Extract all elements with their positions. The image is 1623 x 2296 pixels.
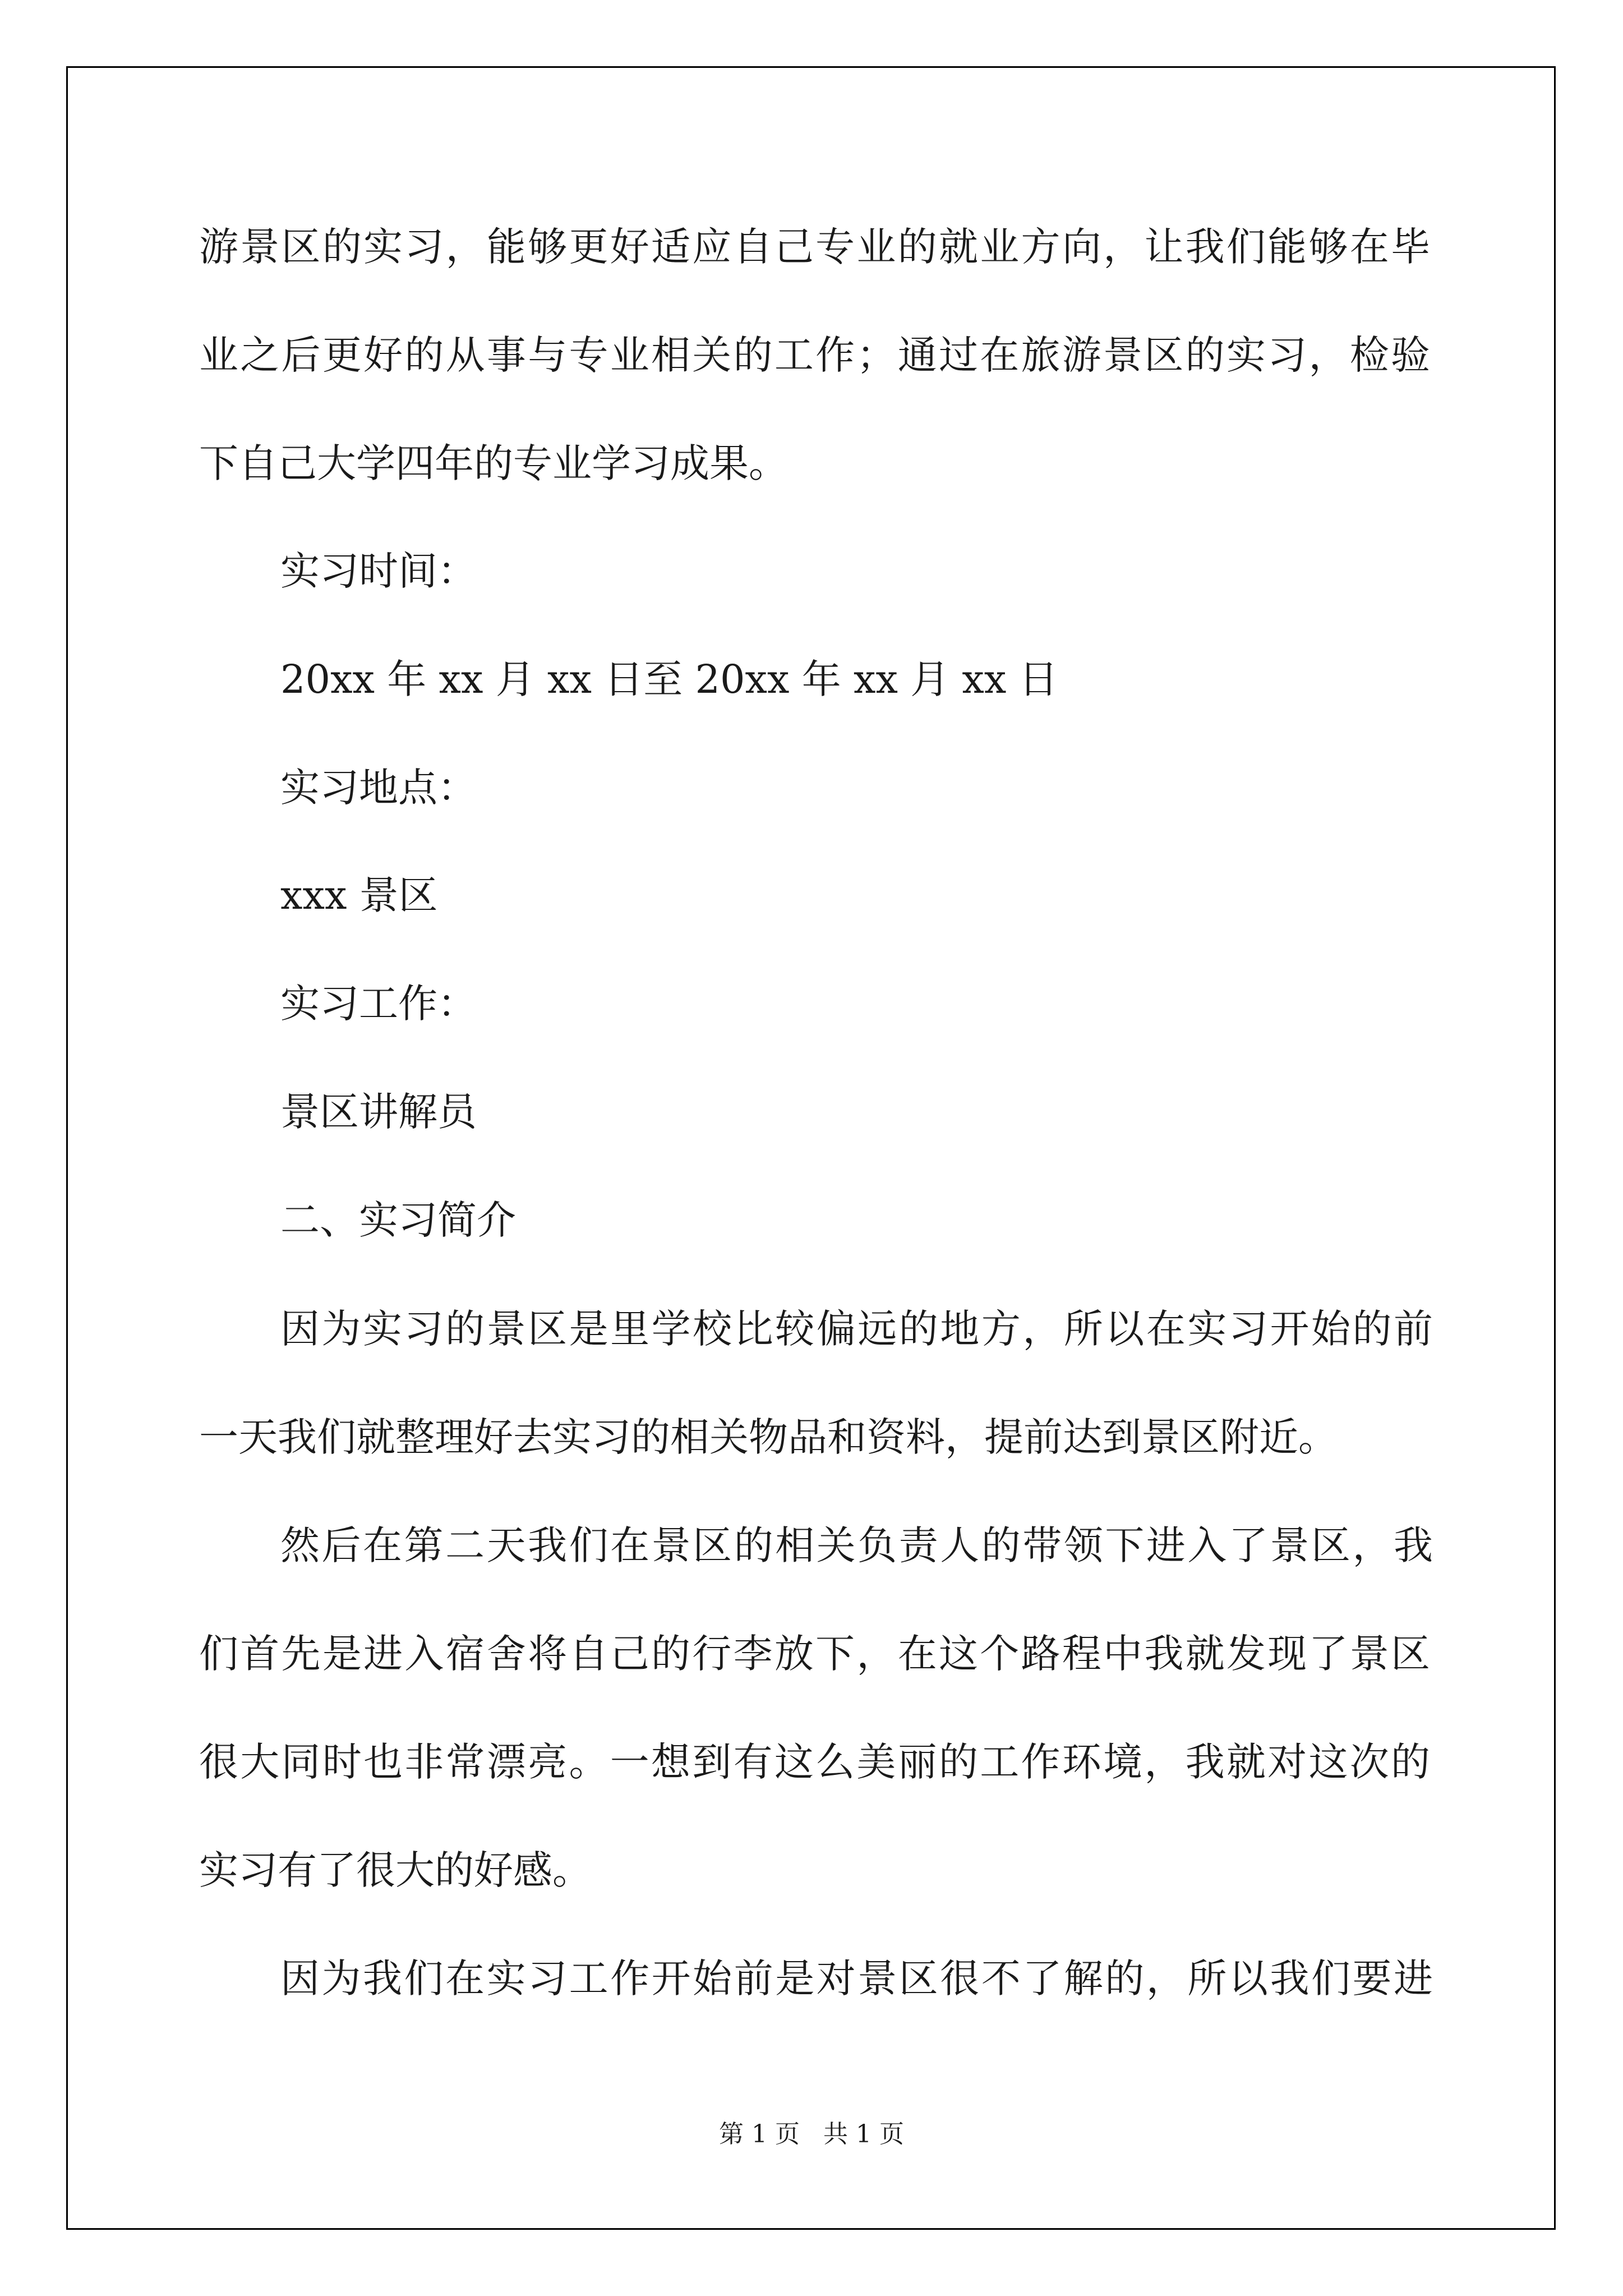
- internship-time-value: 20xx 年 xx 月 xx 日至 20xx 年 xx 月 xx 日: [280, 656, 1058, 702]
- internship-place-value: xxx 景区: [280, 872, 438, 918]
- page-footer: 第 1 页 共 1 页: [719, 2120, 904, 2148]
- internship-job-value: 景区讲解员: [280, 1089, 477, 1135]
- body-line-para2-start: 然后在第二天我们在景区的相关负责人的带领下进入了景区，我: [280, 1522, 1433, 1568]
- page-border: [66, 66, 1556, 2230]
- body-line-para1-end: 一天我们就整理好去实习的相关物品和资料，提前达到景区附近。: [199, 1414, 1338, 1460]
- body-line-para1-start: 因为实习的景区是里学校比较偏远的地方，所以在实习开始的前: [280, 1306, 1433, 1352]
- internship-place-label: 实习地点：: [280, 765, 477, 811]
- body-line-para2-end: 实习有了很大的好感。: [199, 1847, 592, 1893]
- body-line-para2-3: 很大同时也非常漂亮。一想到有这么美丽的工作环境，我就对这次的: [199, 1739, 1430, 1785]
- internship-job-label: 实习工作：: [280, 981, 477, 1027]
- section-heading: 二、实习简介: [280, 1197, 516, 1243]
- internship-time-label: 实习时间：: [280, 548, 477, 594]
- body-line-2: 业之后更好的从事与专业相关的工作；通过在旅游景区的实习，检验: [199, 332, 1430, 378]
- body-line-1: 游景区的实习，能够更好适应自己专业的就业方向，让我们能够在毕: [199, 224, 1430, 270]
- body-line-para2-2: 们首先是进入宿舍将自己的行李放下，在这个路程中我就发现了景区: [199, 1631, 1430, 1677]
- body-line-3: 下自己大学四年的专业学习成果。: [199, 440, 788, 486]
- body-line-para3-start: 因为我们在实习工作开始前是对景区很不了解的，所以我们要进: [280, 1955, 1433, 2001]
